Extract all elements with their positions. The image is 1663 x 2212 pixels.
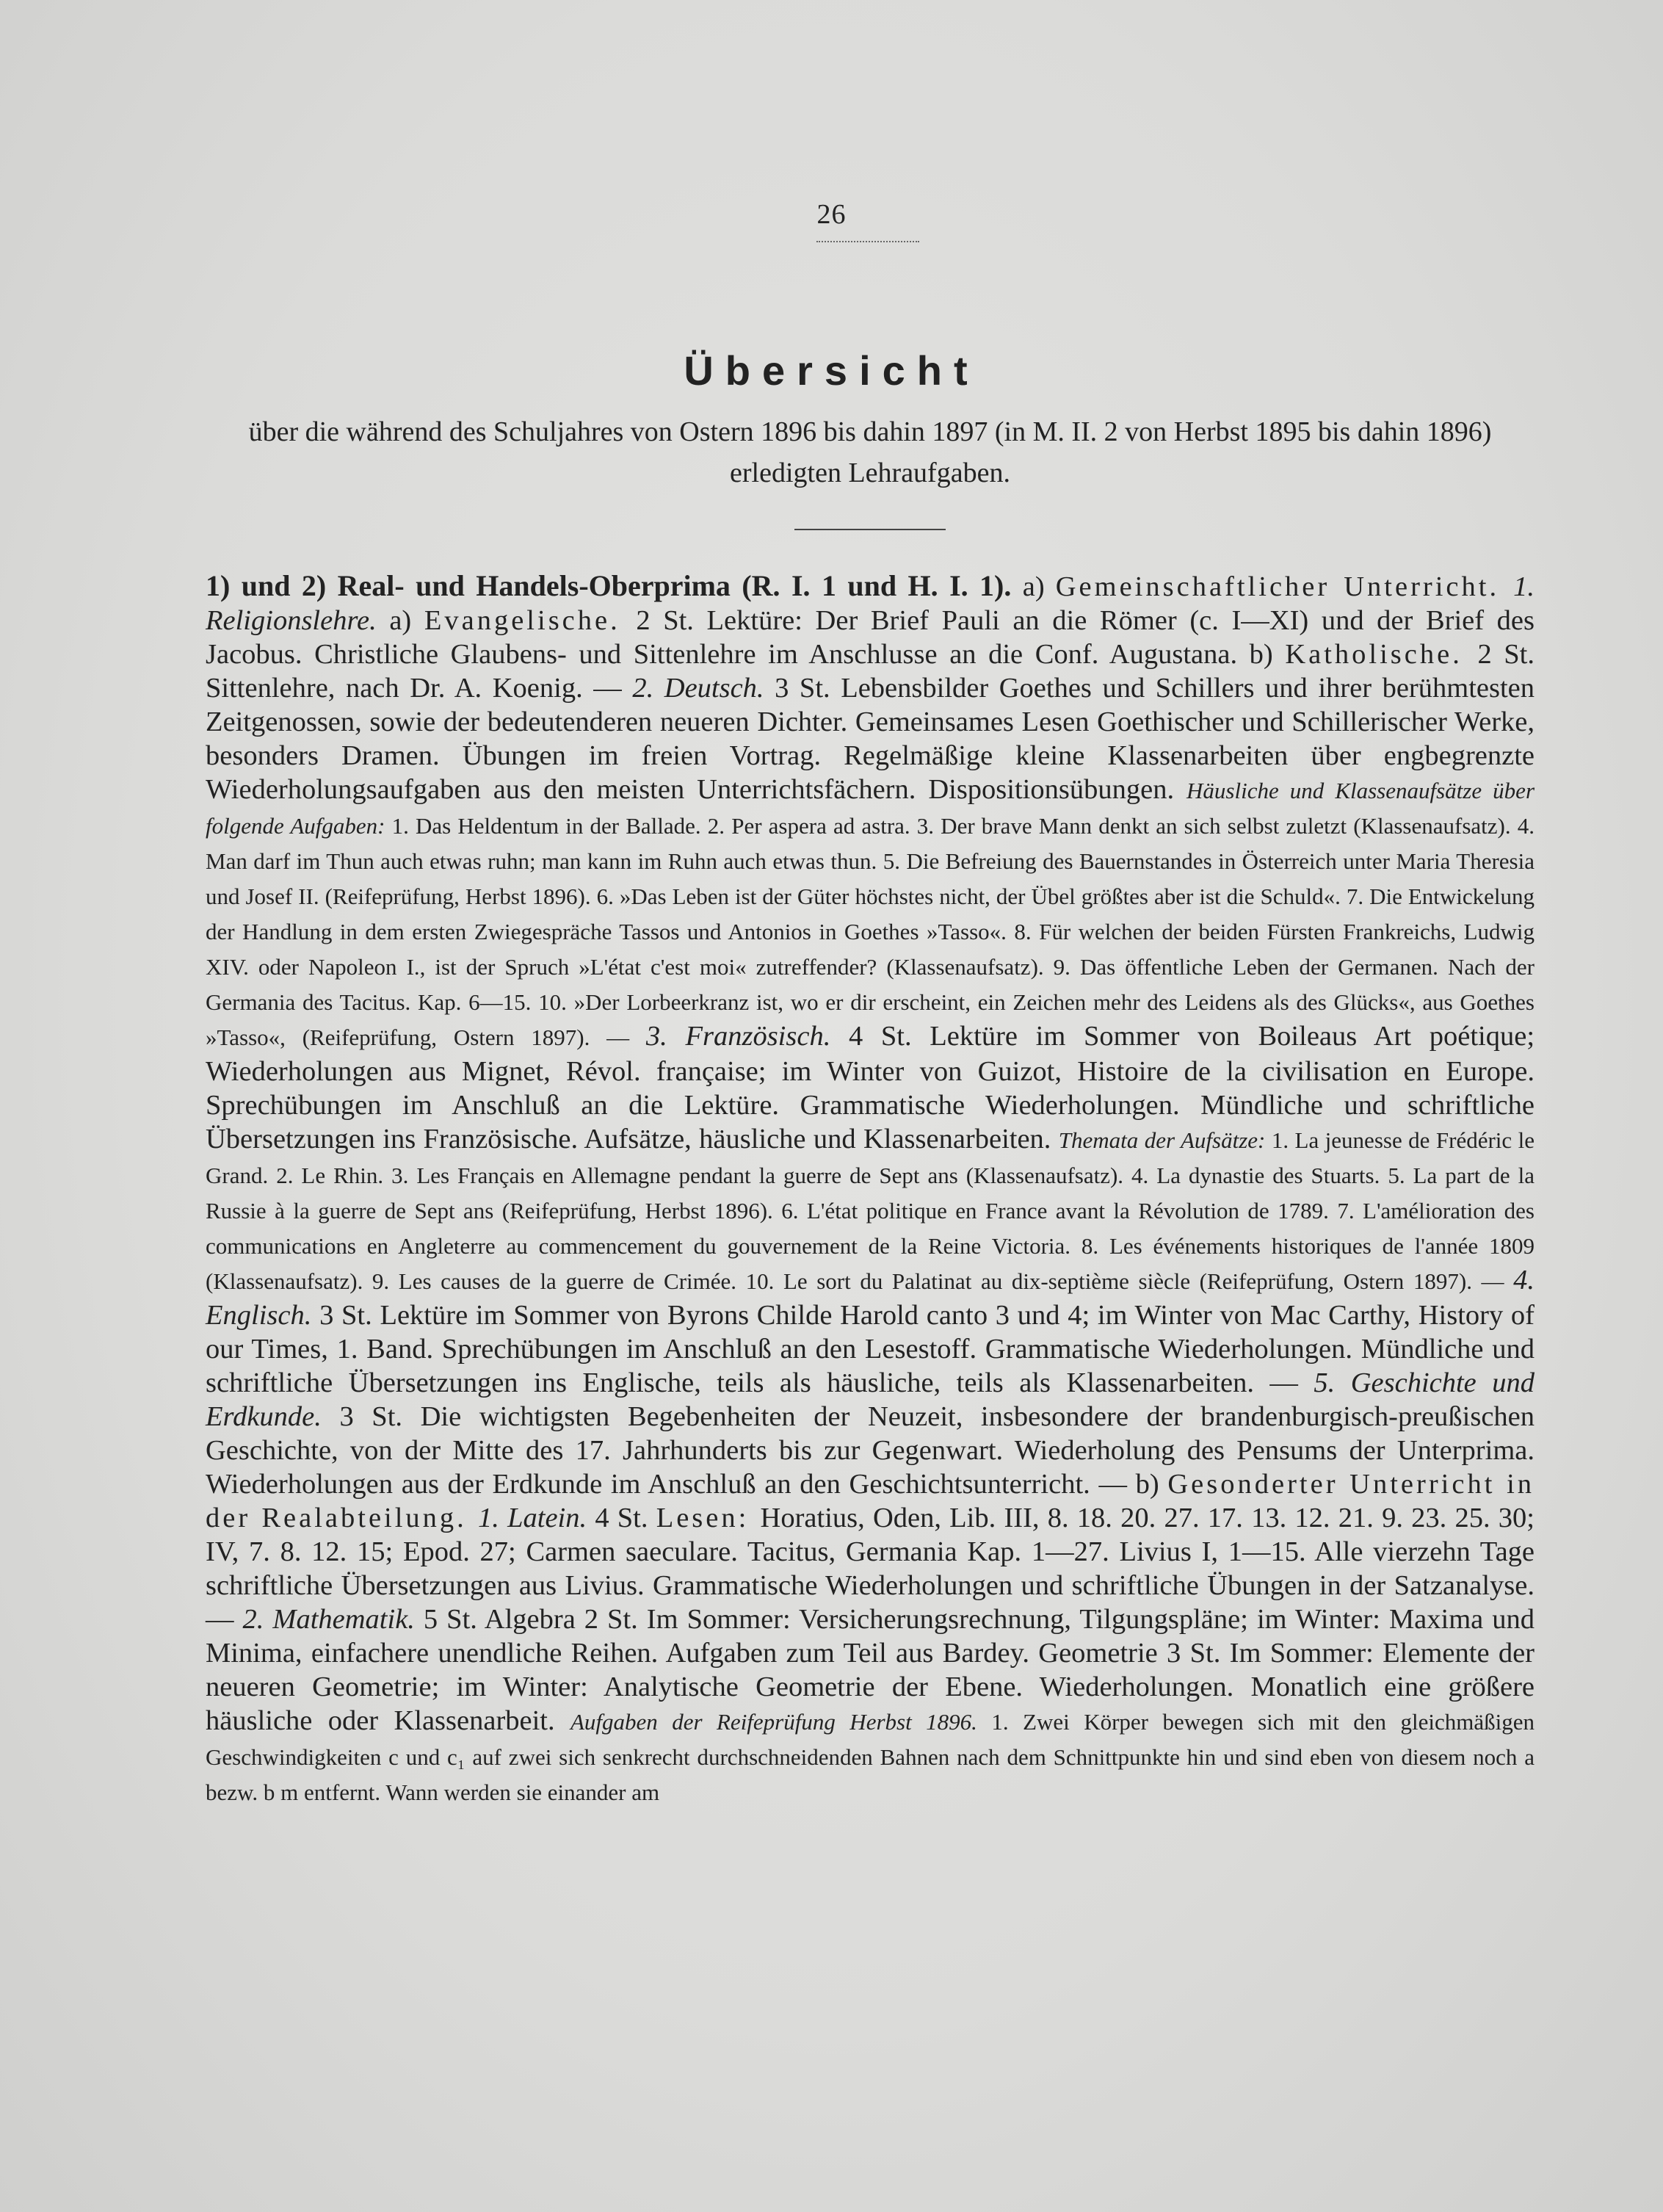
franz-topics-label: Themata der Aufsätze:	[1058, 1127, 1272, 1153]
separate-label: Gesonderter Unterricht in der Realabteilung.	[206, 1469, 1535, 1533]
latein-text-a: 4 St.	[595, 1503, 656, 1533]
separate-intro: b)	[1135, 1469, 1168, 1500]
page-number-underline	[816, 241, 919, 242]
engl-text: 3 St. Lektüre im Sommer von Byrons Childe Harold canto 3 und 4; im Winter von Mac Carthy, History of our Times, 1. Band. Sprechübungen im Anschluß an den Lesestoff. Grammatische Wiederholungen. Mündliche und schriftliche Übersetzungen ins Englische, teils als häusliche, teils als Klassenarbeiten. —	[206, 1300, 1535, 1398]
religion-label: 1. Religionslehre.	[206, 571, 1535, 636]
page-subtitle: über die während des Schuljahres von Ostern 1896 bis dahin 1897 (in M. II. 2 von Herbst 1895 bis dahin 1896) erledigten Lehraufgaben.	[248, 416, 1492, 488]
section-body	[206, 569, 1535, 1810]
deutsch-topics-label: Häusliche und Klassenaufsätze über folgende Aufgaben:	[206, 778, 1535, 839]
common-label: Gemeinschaftlicher Unterricht.	[1055, 571, 1514, 602]
religion-kath-text: 2 St. Sittenlehre, nach Dr. A. Koenig. —	[206, 639, 1535, 704]
math-label: 2. Mathematik.	[242, 1604, 424, 1635]
math-topics: 1. Zwei Körper bewegen sich mit den gleichmäßigen Geschwindigkeiten c und c₁ auf zwei sich senkrecht durchschneidenden Bahnen nach dem Schnittpunkte hin und sind eben von diesem noch a bezw. b m entfernt. Wann werden sie einander am	[206, 1709, 1535, 1805]
page-title: Übersicht	[684, 347, 979, 394]
latein-label: 1. Latein.	[478, 1503, 595, 1533]
latein-text-b: Horatius, Oden, Lib. III, 8. 18. 20. 27. 17. 13. 12. 21. 9. 23. 25. 30; IV, 7. 8. 12. 15; Epod. 27; Carmen saeculare. Tacitus, Germania Kap. 1—27. Livius I, 1—15. Alle vierzehn Tage schriftliche Übersetzungen aus Livius. Grammatische Wiederholungen und schriftliche Übungen in der Satzanalyse. —	[206, 1503, 1535, 1635]
engl-label: 4. Englisch.	[206, 1265, 1535, 1331]
deutsch-topics: 1. Das Heldentum in der Ballade. 2. Per aspera ad astra. 3. Der brave Mann denkt an sich selbst zuletzt (Klassenaufsatz). 4. Man darf im Thun auch etwas ruhn; man kann im Ruhn auch etwas thun. 5. Die Befreiung des Bauernstandes in Österreich unter Maria Theresia und Josef II. (Reifeprüfung, Herbst 1896). 6. »Das Leben ist der Güter höchstes nicht, der Übel größtes aber ist die Schuld«. 7. Die Entwickelung der Handlung in dem ersten Zwiegespräche Tassos und Antonios in Goethes »Tasso«. 8. Für welchen der beiden Fürsten Frankreichs, Ludwig XIV. oder Napoleon I., ist der Spruch »L'état c'est moi« zutreffender? (Klassenaufsatz). 9. Das öffentliche Leben der Germanen. Nach der Germania des Tacitus. Kap. 6—15. 10. »Der Lorbeerkranz ist, wo er dir erscheint, ein Zeichen mehr des Leidens als des Glücks«, aus Goethes »Tasso«, (Reifeprüfung, Ostern 1897). —	[206, 813, 1535, 1050]
franz-topics: 1. La jeunesse de Frédéric le Grand. 2. Le Rhin. 3. Les Français en Allemagne pendant la guerre de Sept ans (Klassenaufsatz). 4. La dynastie des Stuarts. 5. La part de la Russie à la guerre de Sept ans (Reifeprüfung, Herbst 1896). 6. L'état politique en France avant la Révolution de 1789. 7. L'amélioration des communications en Angleterre au commencement du gouvernement de la Reine Victoria. 8. Les événements historiques de l'année 1809 (Klassenaufsatz). 9. Les causes de la guerre de Crimée. 10. Le sort du Palatinat au dix-septième siècle (Reifeprüfung, Ostern 1897). —	[206, 1127, 1535, 1294]
religion-a: a)	[389, 605, 424, 636]
deutsch-text: 3 St. Lebensbilder Goethes und Schillers und ihrer berühmtesten Zeitgenossen, sowie der bedeutenderen neueren Dichter. Gemeinsames Lesen Goethischer und Schillerischer Werke, besonders Dramen. Übungen im freien Vortrag. Regelmäßige kleine Klassenarbeiten über engbegrenzte Wiederholungsaufgaben aus den meisten Unterrichtsfächern. Dispositionsübungen.	[206, 673, 1535, 805]
title-divider	[794, 529, 946, 530]
religion-kath-label: Katholische.	[1285, 639, 1478, 670]
religion-b: b)	[1249, 639, 1286, 670]
religion-ev-text: 2 St. Lektüre: Der Brief Pauli an die Römer (c. I—XI) und der Brief des Jacobus. Christliche Glaubens- und Sittenlehre im Anschlusse an die Conf. Augustana.	[206, 605, 1535, 670]
page-number: 26	[816, 199, 847, 230]
common-intro: a)	[1022, 571, 1056, 602]
latein-lesen: Lesen:	[656, 1503, 761, 1533]
religion-ev-label: Evangelische.	[424, 605, 637, 636]
gesch-text: 3 St. Die wichtigsten Begebenheiten der Neuzeit, insbesondere der brandenburgisch-preußischen Geschichte, von der Mitte des 17. Jahrhunderts bis zur Gegenwart. Wiederholung des Pensums der Unterprima. Wiederholungen aus der Erdkunde im Anschluß an den Geschichtsunterricht. —	[206, 1401, 1535, 1500]
gesch-label: 5. Geschichte und Erdkunde.	[206, 1367, 1535, 1432]
math-text: 5 St. Algebra 2 St. Im Sommer: Versicherungsrechnung, Tilgungspläne; im Winter: Maxima und Minima, einfachere unendliche Reihen. Aufgaben zum Teil aus Bardey. Geometrie 3 St. Im Sommer: Elemente der neueren Geometrie; im Winter: Analytische Geometrie der Ebene. Wiederholungen. Monatlich eine größere häusliche oder Klassenarbeit.	[206, 1604, 1535, 1736]
section-paragraph	[206, 569, 1535, 1810]
franz-text: 4 St. Lektüre im Sommer von Boileaus Art poétique; Wiederholungen aus Mignet, Révol. française; im Winter von Guizot, Histoire de la civilisation en Europe. Sprechübungen im Anschluß an die Lektüre. Grammatische Wiederholungen. Mündliche und schriftliche Übersetzungen ins Französische. Aufsätze, häusliche und Klassenarbeiten.	[206, 1021, 1535, 1154]
franz-label: 3. Französisch.	[645, 1021, 849, 1052]
math-topics-label: Aufgaben der Reifeprüfung Herbst 1896.	[570, 1709, 992, 1735]
section-heading: 1) und 2) Real- und Handels-Oberprima (R. I. 1 und H. I. 1).	[206, 569, 1023, 602]
deutsch-label: 2. Deutsch.	[632, 673, 775, 704]
